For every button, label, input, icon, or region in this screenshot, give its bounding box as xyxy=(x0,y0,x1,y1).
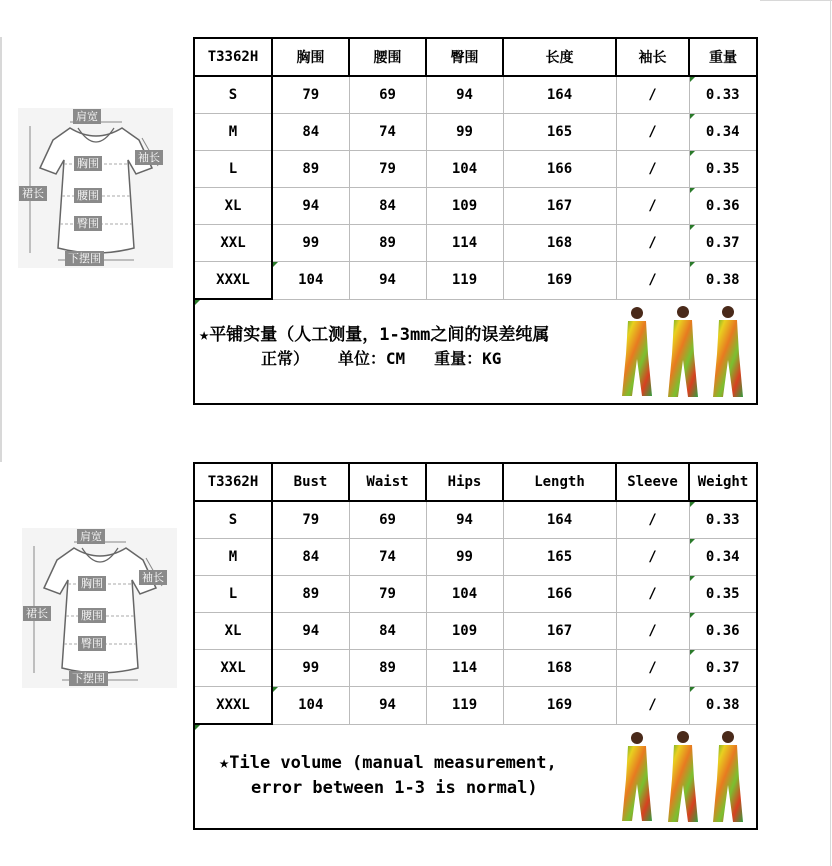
table-cell: 94 xyxy=(272,613,349,650)
table-cell: 114 xyxy=(426,225,503,262)
size-cell: XXXL xyxy=(195,687,272,725)
table-cell: / xyxy=(616,225,689,262)
size-cell: L xyxy=(195,576,272,613)
table-cell: 169 xyxy=(503,687,616,725)
diagram-label-hem: 下摆围 xyxy=(69,671,108,686)
header-cell: Bust xyxy=(272,464,349,501)
note-line-1: ★Tile volume (manual measurement, xyxy=(219,753,557,773)
header-cell: 长度 xyxy=(503,39,616,76)
table-cell: 89 xyxy=(272,151,349,188)
table-cell: 104 xyxy=(272,687,349,725)
table-cell: 0.38 xyxy=(689,687,756,725)
table-row xyxy=(195,687,756,725)
garment-diagram xyxy=(18,108,173,268)
table-cell: 84 xyxy=(349,188,426,225)
table-cell: 164 xyxy=(503,76,616,114)
header-cell: T3362H xyxy=(195,464,272,501)
table-cell: 0.34 xyxy=(689,539,756,576)
table-cell: 104 xyxy=(272,262,349,300)
model-photo xyxy=(614,729,752,824)
guide-line xyxy=(830,0,831,866)
table-cell: 94 xyxy=(426,501,503,539)
table-cell: 94 xyxy=(272,188,349,225)
diagram-label-bust: 胸围 xyxy=(78,576,106,591)
table-cell: 164 xyxy=(503,501,616,539)
table-cell: 99 xyxy=(426,114,503,151)
table-cell: / xyxy=(616,114,689,151)
table-cell: 69 xyxy=(349,76,426,114)
table-cell: / xyxy=(616,76,689,114)
table-cell: / xyxy=(616,539,689,576)
table-cell: 0.33 xyxy=(689,501,756,539)
header-cell: Waist xyxy=(349,464,426,501)
table-cell: 94 xyxy=(349,687,426,725)
size-cell: XXXL xyxy=(195,262,272,300)
table-row xyxy=(195,225,756,262)
size-table-en xyxy=(195,464,756,725)
table-row xyxy=(195,539,756,576)
model-photo xyxy=(614,304,752,399)
diagram-label-waist: 腰围 xyxy=(78,608,106,623)
garment-diagram xyxy=(22,528,177,688)
table-cell: 167 xyxy=(503,613,616,650)
table-cell: 99 xyxy=(426,539,503,576)
table-row xyxy=(195,188,756,225)
size-table-zh xyxy=(195,39,756,300)
size-chart-zh xyxy=(193,37,758,405)
table-cell: / xyxy=(616,613,689,650)
diagram-label-waist: 腰围 xyxy=(74,188,102,203)
table-cell: 104 xyxy=(426,576,503,613)
size-cell: M xyxy=(195,539,272,576)
header-cell: 重量 xyxy=(689,39,756,76)
size-cell: S xyxy=(195,76,272,114)
table-cell: 89 xyxy=(272,576,349,613)
table-cell: 69 xyxy=(349,501,426,539)
diagram-label-sleeve: 袖长 xyxy=(135,150,163,165)
table-cell: 0.36 xyxy=(689,188,756,225)
size-cell: XXL xyxy=(195,225,272,262)
size-cell: XL xyxy=(195,188,272,225)
diagram-label-hem: 下摆围 xyxy=(65,251,104,266)
table-cell: 0.34 xyxy=(689,114,756,151)
table-cell: 104 xyxy=(426,151,503,188)
table-cell: / xyxy=(616,501,689,539)
diagram-label-sleeve: 袖长 xyxy=(139,570,167,585)
table-cell: 119 xyxy=(426,687,503,725)
diagram-label-bust: 胸围 xyxy=(74,156,102,171)
note-line-1: ★平铺实量（人工测量，1-3mm之间的误差纯属 xyxy=(199,325,550,345)
table-cell: 84 xyxy=(349,613,426,650)
table-cell: 89 xyxy=(349,225,426,262)
table-cell: 166 xyxy=(503,151,616,188)
table-cell: / xyxy=(616,687,689,725)
size-cell: XXL xyxy=(195,650,272,687)
table-row xyxy=(195,114,756,151)
table-cell: 0.36 xyxy=(689,613,756,650)
size-chart-en xyxy=(193,462,758,830)
size-cell: L xyxy=(195,151,272,188)
table-header-row xyxy=(195,39,756,76)
diagram-label-length: 裙长 xyxy=(23,606,51,621)
size-cell: S xyxy=(195,501,272,539)
table-cell: 0.35 xyxy=(689,576,756,613)
table-cell: / xyxy=(616,576,689,613)
diagram-label-hips: 臀围 xyxy=(74,216,102,231)
table-cell: / xyxy=(616,650,689,687)
table-cell: 166 xyxy=(503,576,616,613)
table-cell: 79 xyxy=(349,151,426,188)
header-cell: Length xyxy=(503,464,616,501)
guide-line xyxy=(760,0,832,1)
table-cell: 0.35 xyxy=(689,151,756,188)
header-cell: 胸围 xyxy=(272,39,349,76)
note-line-2: 正常） 单位：CM 重量：KG xyxy=(261,349,502,368)
table-cell: 89 xyxy=(349,650,426,687)
table-cell: 99 xyxy=(272,650,349,687)
table-cell: 0.37 xyxy=(689,225,756,262)
measurement-note-zh xyxy=(195,300,756,403)
header-cell: 臀围 xyxy=(426,39,503,76)
guide-line xyxy=(0,37,2,462)
diagram-label-shoulder: 肩宽 xyxy=(77,529,105,544)
table-header-row xyxy=(195,464,756,501)
table-cell: / xyxy=(616,262,689,300)
table-cell: 169 xyxy=(503,262,616,300)
table-row xyxy=(195,262,756,300)
table-cell: 84 xyxy=(272,114,349,151)
table-row xyxy=(195,650,756,687)
table-row xyxy=(195,613,756,650)
table-cell: 79 xyxy=(272,501,349,539)
table-cell: 79 xyxy=(349,576,426,613)
table-cell: 109 xyxy=(426,188,503,225)
table-cell: 165 xyxy=(503,539,616,576)
table-cell: 99 xyxy=(272,225,349,262)
header-cell: 腰围 xyxy=(349,39,426,76)
table-cell: 0.33 xyxy=(689,76,756,114)
table-row xyxy=(195,576,756,613)
table-cell: 0.37 xyxy=(689,650,756,687)
table-cell: 168 xyxy=(503,650,616,687)
header-cell: Sleeve xyxy=(616,464,689,501)
table-cell: / xyxy=(616,151,689,188)
table-cell: 94 xyxy=(426,76,503,114)
table-cell: / xyxy=(616,188,689,225)
table-cell: 109 xyxy=(426,613,503,650)
table-cell: 0.38 xyxy=(689,262,756,300)
header-cell: Weight xyxy=(689,464,756,501)
table-cell: 94 xyxy=(349,262,426,300)
measurement-note-en xyxy=(195,725,756,828)
table-cell: 168 xyxy=(503,225,616,262)
diagram-label-shoulder: 肩宽 xyxy=(73,109,101,124)
table-cell: 74 xyxy=(349,539,426,576)
table-cell: 79 xyxy=(272,76,349,114)
table-cell: 167 xyxy=(503,188,616,225)
note-line-2: error between 1-3 is normal) xyxy=(251,778,538,798)
table-cell: 74 xyxy=(349,114,426,151)
table-cell: 165 xyxy=(503,114,616,151)
header-cell: T3362H xyxy=(195,39,272,76)
table-row xyxy=(195,76,756,114)
header-cell: Hips xyxy=(426,464,503,501)
size-cell: XL xyxy=(195,613,272,650)
diagram-label-length: 裙长 xyxy=(19,186,47,201)
table-row xyxy=(195,501,756,539)
header-cell: 袖长 xyxy=(616,39,689,76)
table-cell: 84 xyxy=(272,539,349,576)
table-cell: 119 xyxy=(426,262,503,300)
table-cell: 114 xyxy=(426,650,503,687)
table-row xyxy=(195,151,756,188)
size-cell: M xyxy=(195,114,272,151)
diagram-label-hips: 臀围 xyxy=(78,636,106,651)
